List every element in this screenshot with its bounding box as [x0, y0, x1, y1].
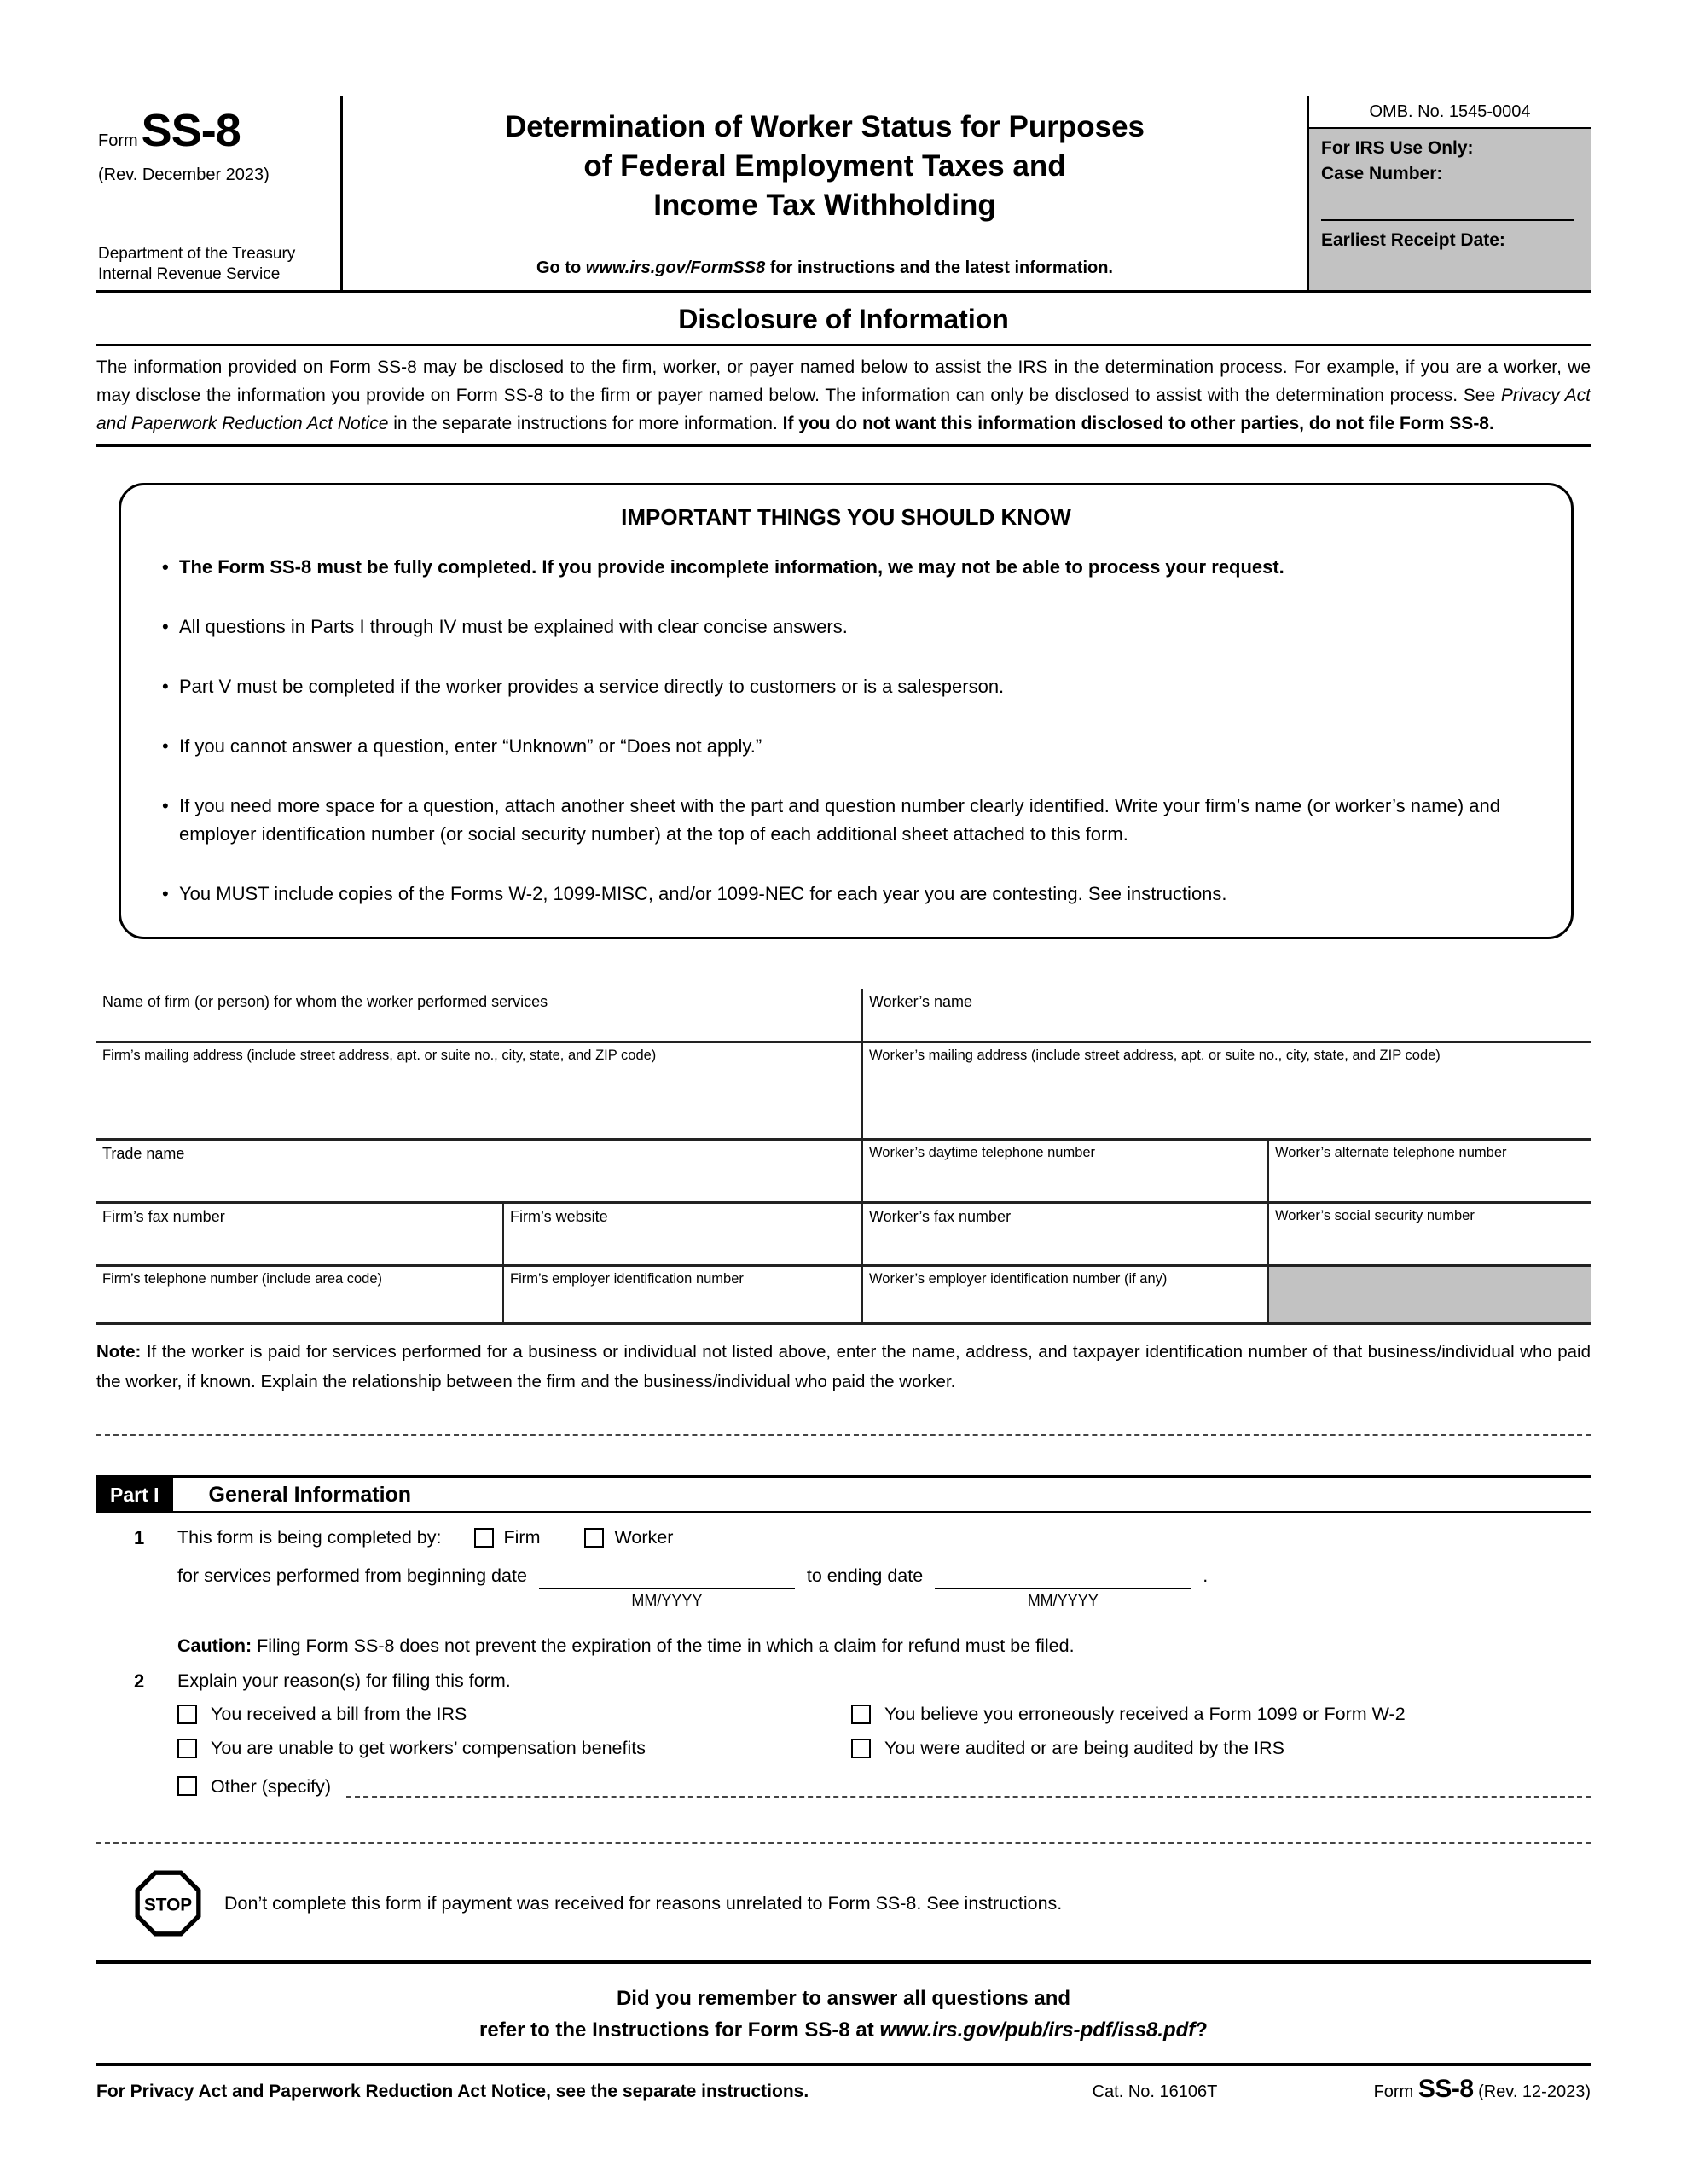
divider [96, 444, 1591, 447]
divider [96, 344, 1591, 346]
checkbox-audited[interactable] [851, 1739, 871, 1758]
form-header [96, 96, 1591, 293]
goto-prefix: Go to [536, 258, 586, 277]
reason-option-bill [177, 1704, 851, 1725]
worker-daytime-phone-field[interactable] [861, 1141, 1267, 1204]
caution-label: Caution: [177, 1635, 252, 1656]
disclosure-text-2: in the separate instructions for more information. [388, 414, 783, 433]
footer-divider [96, 2063, 1591, 2066]
reminder-block [96, 1983, 1591, 2046]
divider [96, 1960, 1591, 1964]
worker-fax-label: Worker’s fax number [869, 1208, 1012, 1225]
ending-date-field[interactable] [935, 1565, 1191, 1589]
reason-option-audited [851, 1738, 1591, 1759]
question-2-lead: Explain your reason(s) for filing this form. [177, 1670, 511, 1691]
privacy-act-notice: For Privacy Act and Paperwork Reduction Act Notice, see the separate instructions. [96, 2082, 809, 2101]
title-line-3: Income Tax Withholding [653, 189, 996, 222]
footer-form-number [1374, 2075, 1591, 2104]
form-id-block [96, 96, 340, 290]
disclosure-warning: If you do not want this information disclosed to other parties, do not file Form SS-8. [782, 414, 1494, 433]
question-2 [96, 1670, 1591, 1798]
revision-date: (Rev. December 2023) [98, 166, 270, 184]
part-1-header [96, 1475, 1591, 1513]
beginning-date-prefix: for services performed from beginning date [177, 1565, 527, 1586]
bullet-more-space: • If you need more space for a question, attach another sheet with the part and question number clearly identified. Write your firm’s name (or worker’s name) and employer identification number (or social security number) at the top of each additional sheet attached to this form. [160, 792, 1532, 848]
dashed-separator [96, 1434, 1591, 1436]
form-title-block [340, 96, 1309, 290]
caution-text: Filing Form SS-8 does not prevent the expiration of the time in which a claim for refund must be filed. [252, 1635, 1075, 1656]
question-1-number: 1 [134, 1527, 145, 1548]
agency-irs: Internal Revenue Service [98, 265, 281, 283]
firm-phone-label: Firm’s telephone number (include area code) [102, 1271, 383, 1287]
reason-1099-label: You believe you erroneously received a Form 1099 or Form W-2 [884, 1704, 1406, 1724]
footer-revision: (Rev. 12-2023) [1473, 2082, 1591, 2101]
reminder-line-1: Did you remember to answer all questions and [616, 1987, 1071, 2010]
trade-name-field[interactable] [96, 1141, 861, 1204]
parties-info-table [96, 989, 1591, 1325]
other-specify-field[interactable] [346, 1772, 1591, 1798]
reason-compensation-label: You are unable to get workers’ compensation benefits [211, 1738, 646, 1758]
stop-icon-text: STOP [143, 1895, 193, 1915]
worker-fax-field[interactable] [861, 1204, 1267, 1267]
footer-form-word: Form [1373, 2082, 1418, 2101]
beginning-date-format: MM/YYYY [631, 1592, 703, 1609]
reason-option-1099 [851, 1704, 1591, 1725]
sentence-period: . [1203, 1565, 1209, 1586]
bullet-fully-completed: • The Form SS-8 must be fully completed. If you provide incomplete information, we may not be able to process your request. [160, 553, 1532, 581]
beginning-date-group [539, 1565, 795, 1610]
goto-suffix: for instructions and the latest information. [765, 258, 1113, 277]
checkbox-firm[interactable] [474, 1528, 494, 1548]
important-bullet-list [160, 553, 1532, 908]
worker-name-label: Worker’s name [869, 993, 973, 1010]
page-footer [96, 2075, 1591, 2104]
earliest-receipt-date-field [1321, 253, 1580, 285]
firm-fax-field[interactable] [96, 1204, 502, 1267]
firm-website-label: Firm’s website [510, 1208, 608, 1225]
instructions-pdf-url: www.irs.gov/pub/irs-pdf/iss8.pdf [879, 2018, 1196, 2042]
checkbox-worker[interactable] [584, 1528, 604, 1548]
firm-name-label: Name of firm (or person) for whom the worker performed services [102, 993, 548, 1010]
form-number: SS-8 [141, 105, 241, 156]
omb-number: OMB. No. 1545-0004 [1369, 102, 1531, 121]
title-line-1: Determination of Worker Status for Purposes [504, 110, 1145, 143]
reason-other-label: Other (specify) [211, 1776, 331, 1797]
question-2-number: 2 [134, 1670, 145, 1692]
question-1-lead: This form is being completed by: [177, 1527, 442, 1548]
part-1-tag: Part I [96, 1478, 173, 1511]
disclosure-heading: Disclosure of Information [678, 304, 1009, 334]
worker-name-field[interactable] [861, 989, 1591, 1043]
bullet-include-forms: • You MUST include copies of the Forms W-2, 1099-MISC, and/or 1099-NEC for each year you are contesting. See instructions. [160, 880, 1532, 908]
reminder-prefix: refer to the Instructions for Form SS-8 at [479, 2018, 880, 2042]
important-things-box [119, 483, 1574, 939]
firm-ein-label: Firm’s employer identification number [510, 1271, 744, 1287]
checkbox-other[interactable] [177, 1776, 197, 1796]
bullet-unknown: • If you cannot answer a question, enter “Unknown” or “Does not apply.” [160, 732, 1532, 760]
worker-alt-phone-field[interactable] [1267, 1141, 1591, 1204]
note-paragraph [96, 1337, 1591, 1397]
case-number-label: Case Number: [1321, 164, 1443, 183]
disclosure-text: The information provided on Form SS-8 may be disclosed to the firm, worker, or payer named below to assist the IRS in the determination process. For example, if you are a worker, we may disclose the information you provide on Form SS-8 to the firm or payer named below. The information can only be disclosed to assist with the determination process. See [96, 357, 1591, 405]
worker-daytime-phone-label: Worker’s daytime telephone number [869, 1145, 1096, 1160]
ending-date-group [935, 1565, 1191, 1610]
ending-date-format: MM/YYYY [1027, 1592, 1099, 1609]
shaded-unused-cell [1267, 1267, 1591, 1325]
earliest-receipt-date-label: Earliest Receipt Date: [1321, 230, 1505, 250]
stop-notice [96, 1869, 1591, 1937]
firm-address-field[interactable] [96, 1043, 861, 1141]
beginning-date-field[interactable] [539, 1565, 795, 1589]
go-to-instructions-line [536, 258, 1113, 282]
checkbox-erroneous-1099[interactable] [851, 1705, 871, 1724]
reminder-suffix: ? [1195, 2018, 1208, 2042]
firm-address-label: Firm’s mailing address (include street address, apt. or suite no., city, state, and ZIP code) [102, 1048, 657, 1063]
firm-option-label: Firm [503, 1527, 541, 1548]
firm-fax-label: Firm’s fax number [102, 1208, 225, 1225]
ending-date-prefix: to ending date [806, 1565, 924, 1586]
agency-treasury: Department of the Treasury [98, 245, 296, 263]
stop-sign-icon [134, 1869, 202, 1937]
firm-website-field[interactable] [502, 1204, 861, 1267]
question-1 [96, 1527, 1591, 1657]
reason-option-other [177, 1772, 1591, 1798]
dashed-separator [96, 1842, 1591, 1844]
footer-form-ss8: SS-8 [1417, 2075, 1474, 2103]
firm-name-field[interactable] [96, 989, 861, 1043]
worker-ssn-field[interactable] [1267, 1204, 1591, 1267]
caution-line [177, 1635, 1591, 1657]
worker-ein-field[interactable] [861, 1267, 1267, 1325]
irs-use-only-box [1309, 127, 1591, 290]
disclosure-paragraph [96, 353, 1591, 438]
reason-option-compensation [177, 1738, 851, 1759]
reason-audited-label: You were audited or are being audited by the IRS [884, 1738, 1284, 1758]
worker-ein-label: Worker’s employer identification number (if any) [869, 1271, 1168, 1287]
part-1-title: General Information [208, 1482, 412, 1507]
bullet-all-questions: • All questions in Parts I through IV must be explained with clear concise answers. [160, 613, 1532, 641]
bullet-part-v: • Part V must be completed if the worker provides a service directly to customers or is a salesperson. [160, 672, 1532, 700]
worker-address-field[interactable] [861, 1043, 1591, 1141]
note-label: Note: [96, 1342, 142, 1362]
worker-ssn-label: Worker’s social security number [1275, 1208, 1475, 1223]
checkbox-bill-from-irs[interactable] [177, 1705, 197, 1724]
irs-use-block [1309, 96, 1591, 290]
case-number-field [1321, 187, 1574, 221]
worker-address-label: Worker’s mailing address (include street address, apt. or suite no., city, state, and ZIP code) [869, 1048, 1441, 1063]
firm-ein-field[interactable] [502, 1267, 861, 1325]
title-line-2: of Federal Employment Taxes and [583, 149, 1066, 183]
reminder-line-2 [96, 2014, 1591, 2046]
firm-phone-field[interactable] [96, 1267, 502, 1325]
form-word: Form [98, 131, 138, 150]
catalog-number: Cat. No. 16106T [1092, 2082, 1218, 2101]
irs-use-only-label: For IRS Use Only: [1321, 138, 1474, 158]
important-box-heading: IMPORTANT THINGS YOU SHOULD KNOW [621, 504, 1071, 530]
reason-bill-label: You received a bill from the IRS [211, 1704, 467, 1724]
privacy-act-reference: Privacy Act and Paperwork Reduction Act Notice [96, 386, 1591, 433]
note-text: If the worker is paid for services performed for a business or individual not listed above, enter the name, address, and taxpayer identification number of that business/individual who paid the worker, if known. Explain the relationship between the firm and the business/individual who paid the worker. [96, 1342, 1591, 1391]
stop-notice-text: Don’t complete this form if payment was received for reasons unrelated to Form SS-8. See instructions. [224, 1892, 1063, 1914]
checkbox-workers-comp[interactable] [177, 1739, 197, 1758]
worker-alt-phone-label: Worker’s alternate telephone number [1275, 1145, 1507, 1160]
instructions-url: www.irs.gov/FormSS8 [585, 258, 766, 277]
trade-name-label: Trade name [102, 1145, 185, 1162]
worker-option-label: Worker [614, 1527, 674, 1548]
